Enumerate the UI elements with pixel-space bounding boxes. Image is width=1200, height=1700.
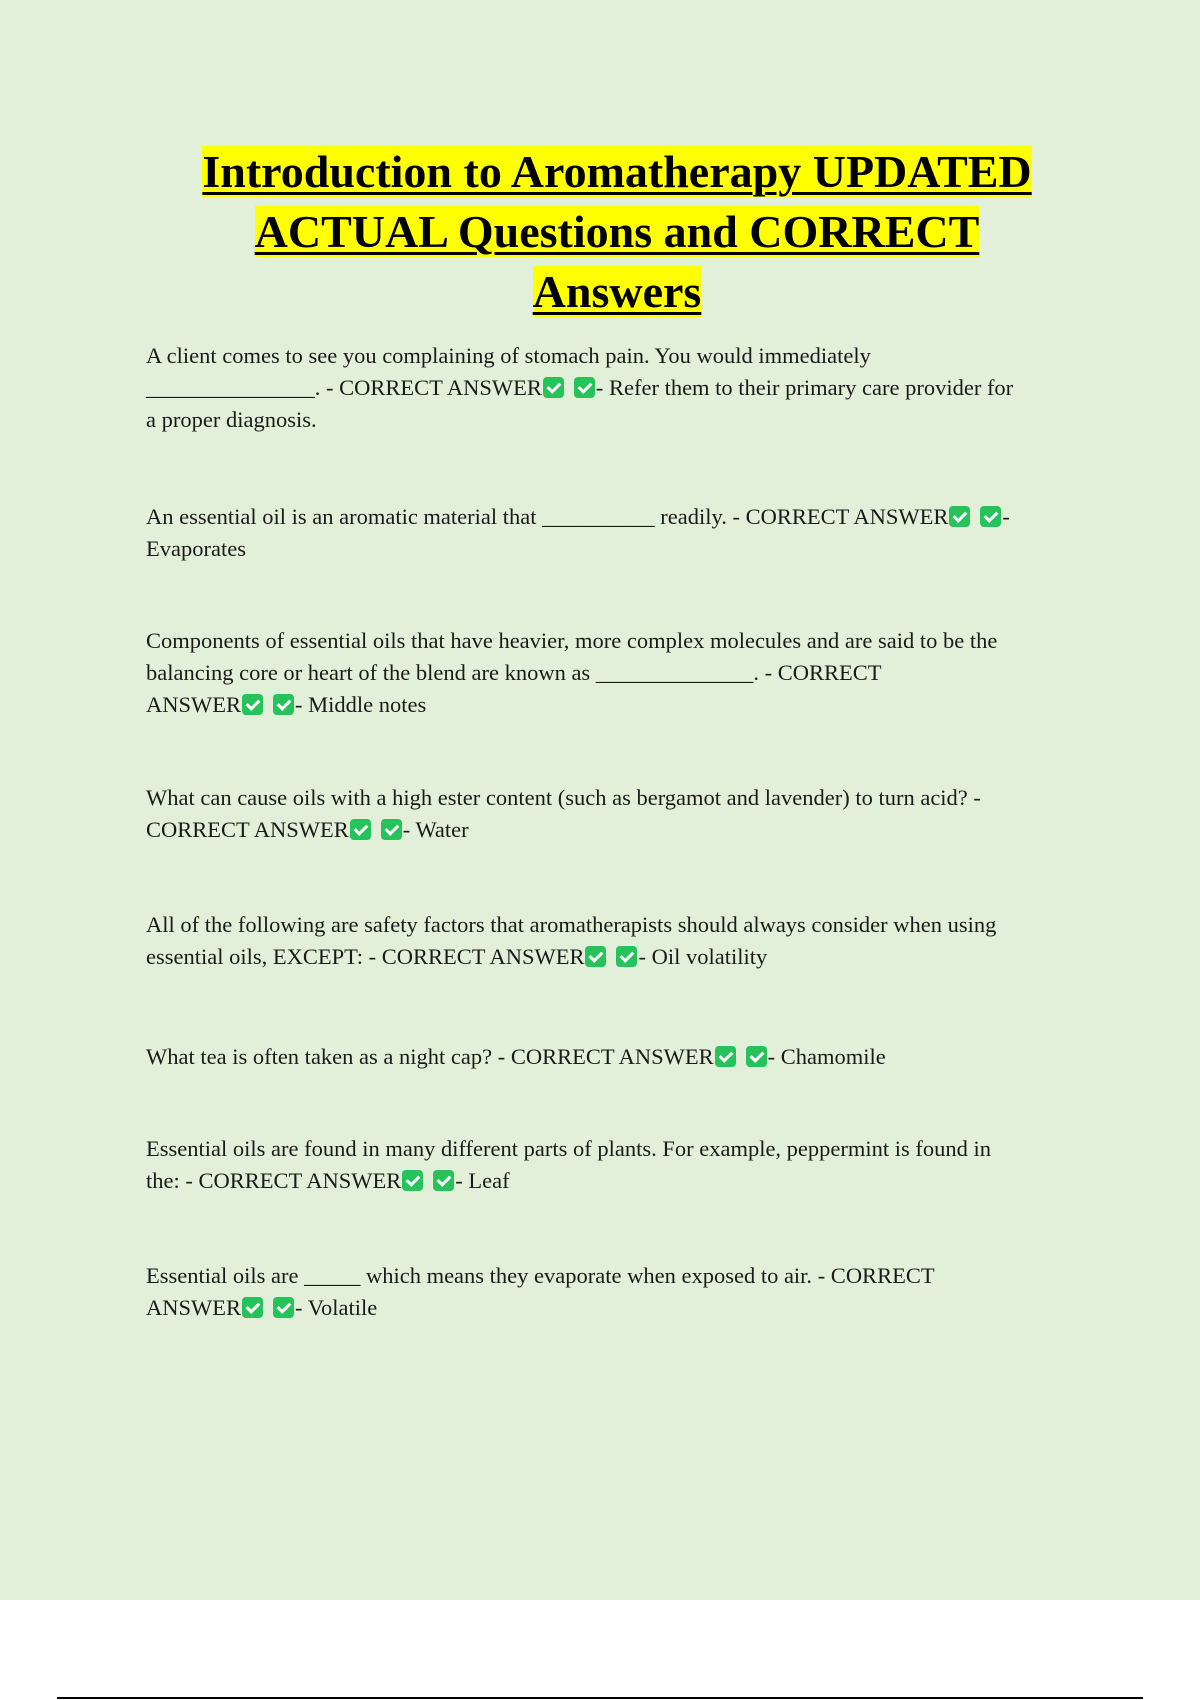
footer-divider [57, 1697, 1143, 1699]
question-text: Essential oils are _____ which means they evaporate when exposed to air. [146, 1263, 813, 1288]
check-box-icon [273, 694, 294, 715]
document-title [100, 142, 1134, 322]
answer-label: - CORRECT [817, 1263, 935, 1288]
answer-label: - CORRECT [764, 660, 882, 685]
question-text: A client comes to see you complaining of stomach pain. You would immediately [146, 343, 871, 368]
question-text: Components of essential oils that have heavier, more complex molecules and are said to be the [146, 628, 998, 653]
check-box-icon [949, 506, 970, 527]
answer-label: - CORRECT ANSWER [732, 504, 949, 529]
qa-item [146, 1133, 1090, 1197]
question-text: What can cause oils with a high ester content (such as bergamot and lavender) to turn acid? - [146, 785, 981, 810]
check-box-icon [350, 819, 371, 840]
check-box-icon [381, 819, 402, 840]
answer-label: - CORRECT ANSWER [368, 944, 585, 969]
answer-text: - Water [402, 817, 469, 842]
check-box-icon [242, 694, 263, 715]
question-text: Essential oils are found in many different parts of plants. For example, peppermint is found in [146, 1136, 992, 1161]
answer-text: a proper diagnosis. [146, 407, 317, 432]
answer-text: - Chamomile [767, 1044, 886, 1069]
answer-text: - Middle notes [295, 692, 427, 717]
answer-dash: - [1002, 504, 1010, 529]
check-box-icon [980, 506, 1001, 527]
title-line: Answers [532, 266, 702, 317]
check-box-icon [242, 1297, 263, 1318]
qa-item [146, 782, 1090, 846]
check-box-icon [433, 1170, 454, 1191]
answer-label: ANSWER [146, 692, 241, 717]
question-text: All of the following are safety factors that aromatherapists should always consider when using [146, 912, 997, 937]
qa-item [146, 909, 1090, 973]
question-text: balancing core or heart of the blend are known as ______________. [146, 660, 759, 685]
answer-text: Evaporates [146, 536, 246, 561]
answer-text: - Volatile [295, 1295, 378, 1320]
check-box-icon [574, 377, 595, 398]
qa-item [146, 501, 1090, 565]
check-box-icon [616, 946, 637, 967]
title-line: ACTUAL Questions and CORRECT [254, 206, 980, 257]
answer-text: - Leaf [455, 1168, 510, 1193]
check-box-icon [543, 377, 564, 398]
qa-item [146, 1260, 1090, 1324]
qa-item [146, 340, 1090, 436]
title-line: Introduction to Aromatherapy UPDATED [202, 146, 1032, 197]
answer-text: - Oil volatility [638, 944, 768, 969]
answer-label: - CORRECT ANSWER [185, 1168, 402, 1193]
question-text: An essential oil is an aromatic material that __________ readily. [146, 504, 727, 529]
qa-item [146, 625, 1090, 721]
question-text: What tea is often taken as a night cap? [146, 1044, 493, 1069]
answer-label: CORRECT ANSWER [146, 817, 349, 842]
answer-label: - CORRECT ANSWER [497, 1044, 714, 1069]
answer-label: - CORRECT ANSWER [326, 375, 542, 400]
question-text: the: [146, 1168, 180, 1193]
check-box-icon [402, 1170, 423, 1191]
qa-item [146, 1041, 1090, 1073]
answer-label: ANSWER [146, 1295, 241, 1320]
question-text: essential oils, EXCEPT: [146, 944, 363, 969]
question-text: _______________. [146, 375, 321, 400]
check-box-icon [585, 946, 606, 967]
check-box-icon [273, 1297, 294, 1318]
check-box-icon [715, 1046, 736, 1067]
check-box-icon [746, 1046, 767, 1067]
answer-text: - Refer them to their primary care provider for [595, 375, 1014, 400]
